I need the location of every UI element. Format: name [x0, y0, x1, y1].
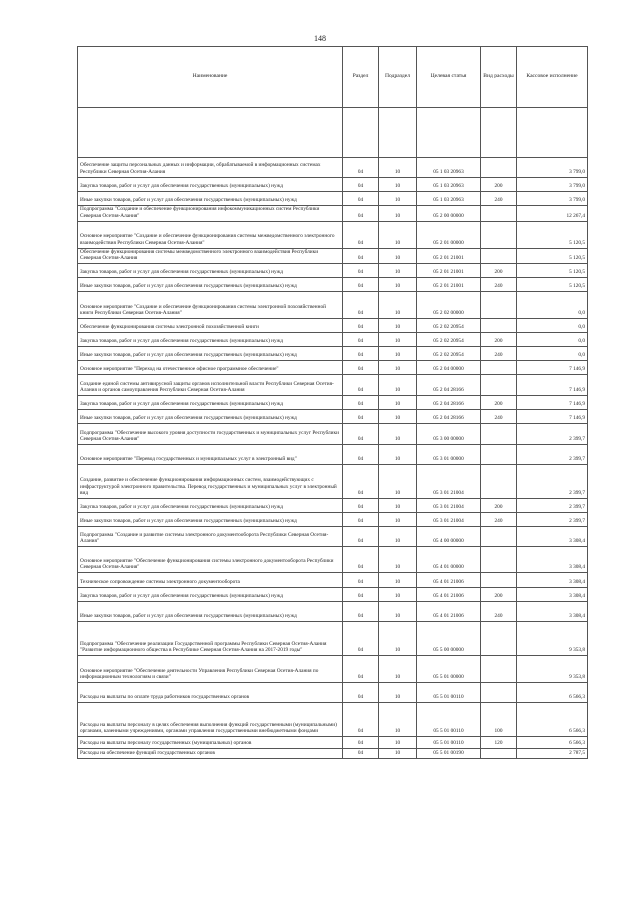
- table-row: [78, 319, 588, 333]
- cell-target-item: 05 4 01 21006: [417, 588, 481, 602]
- cell-target-item: 05 2 02 20954: [417, 347, 481, 361]
- cell-amount: 3 308,4: [517, 547, 588, 573]
- table-row: [78, 206, 588, 222]
- cell-amount: 3 308,4: [517, 573, 588, 588]
- cell-section: 04: [343, 445, 379, 465]
- cell-subsection: 10: [379, 264, 417, 278]
- cell-target-item: 05 5 01 00110: [417, 703, 481, 737]
- cell-target-item: 05 1 03 20963: [417, 158, 481, 178]
- cell-amount: 5 120,5: [517, 264, 588, 278]
- cell-subsection: 10: [379, 683, 417, 703]
- cell-target-item: 05 2 01 00000: [417, 221, 481, 248]
- cell-target-item: 05 5 01 00190: [417, 749, 481, 759]
- cell-expense-type: [481, 319, 517, 333]
- cell-expense-type: 240: [481, 347, 517, 361]
- cell-amount: 5 120,5: [517, 278, 588, 292]
- cell-amount: 2 399,7: [517, 513, 588, 527]
- cell-name: Техническое сопровождение системы электронного документооборота: [78, 573, 343, 588]
- cell-subsection: 10: [379, 396, 417, 410]
- cell-name: Подпрограмма "Создание и обеспечение функционирования инфокоммуникационных систем Республики Северная Осетия-Алания": [78, 206, 343, 222]
- cell-target-item: 05 3 01 21004: [417, 465, 481, 499]
- cell-section: 04: [343, 513, 379, 527]
- cell-amount: 3 308,4: [517, 588, 588, 602]
- cell-section: 04: [343, 178, 379, 192]
- cell-name: Создание, развитие и обеспечение функционирования информационных систем, взаимодействующих с инфраструктурой электронного правительства. Перевод государственных и муниципальных услуг в электронный вид: [78, 465, 343, 499]
- cell-expense-type: [481, 573, 517, 588]
- cell-amount: 9 353,8: [517, 622, 588, 656]
- cell-expense-type: 100: [481, 703, 517, 737]
- cell-expense-type: 120: [481, 737, 517, 749]
- cell-section: 04: [343, 424, 379, 445]
- cell-target-item: 05 3 01 21004: [417, 499, 481, 513]
- table-row: [78, 547, 588, 573]
- cell-subsection: 10: [379, 248, 417, 264]
- cell-amount: 2 399,7: [517, 465, 588, 499]
- table-row: [78, 333, 588, 347]
- cell-target-item: 05 4 01 21006: [417, 602, 481, 622]
- cell-subsection: 10: [379, 465, 417, 499]
- cell-expense-type: 240: [481, 602, 517, 622]
- table-row: [78, 178, 588, 192]
- cell-target-item: 05 2 04 28166: [417, 396, 481, 410]
- cell-subsection: 10: [379, 375, 417, 396]
- cell-name: Подпрограмма "Обеспечение реализации Государственной программы Республики Северная Осетия-Алания "Развитие информационного общества в Республике Северная Осетия-Алания на 2017-2019 годы": [78, 622, 343, 656]
- cell-name: Обеспечение защиты персональных данных и информации, обрабатываемой в информационных системах Республики Северная Осетия-Алания: [78, 158, 343, 178]
- table-row: [78, 656, 588, 683]
- cell-name: Подпрограмма "Обеспечение высокого уровня доступности государственных и муниципальных услуг Республики Северная Осетия-Алания": [78, 424, 343, 445]
- cell-name: Подпрограмма "Создание и развитие системы электронного документооборота Республики Северная Осетия-Алания": [78, 527, 343, 547]
- budget-table: [77, 46, 588, 759]
- cell-target-item: 05 2 01 21001: [417, 278, 481, 292]
- cell-section: 04: [343, 737, 379, 749]
- cell-target-item: 05 5 01 00110: [417, 683, 481, 703]
- cell-expense-type: [481, 622, 517, 656]
- cell-section: 04: [343, 410, 379, 424]
- table-row: [78, 375, 588, 396]
- cell-section: 04: [343, 292, 379, 319]
- cell-section: 04: [343, 588, 379, 602]
- cell-amount: 5 120,5: [517, 248, 588, 264]
- table-row: [78, 424, 588, 445]
- cell-subsection: 10: [379, 178, 417, 192]
- cell-name: Иные закупки товаров, работ и услуг для обеспечения государственных (муниципальных) нужд: [78, 347, 343, 361]
- table-row: [78, 158, 588, 178]
- cell-subsection: 10: [379, 221, 417, 248]
- cell-target-item: 05 2 01 21001: [417, 264, 481, 278]
- cell-subsection: 10: [379, 547, 417, 573]
- cell-target-item: 05 2 01 21001: [417, 248, 481, 264]
- cell-section: 04: [343, 347, 379, 361]
- cell-expense-type: 240: [481, 192, 517, 206]
- cell-expense-type: [481, 527, 517, 547]
- cell-name: Расходы на обеспечение функций государственных органов: [78, 749, 343, 759]
- cell-name: Основное мероприятие "Создание и обеспечение функционирования системы межведомственного электронного взаимодействия Республики Северная Осетия-Алания": [78, 221, 343, 248]
- cell-amount: 0,0: [517, 292, 588, 319]
- spacer-cell: [481, 108, 517, 158]
- cell-name: Иные закупки товаров, работ и услуг для обеспечения государственных (муниципальных) нужд: [78, 513, 343, 527]
- header-subsection: Подраздел: [379, 47, 417, 108]
- table-row: [78, 749, 588, 759]
- cell-name: Закупка товаров, работ и услуг для обеспечения государственных (муниципальных) нужд: [78, 396, 343, 410]
- cell-subsection: 10: [379, 622, 417, 656]
- cell-name: Основное мероприятие "Переход на отечественное офисное программное обеспечение": [78, 361, 343, 375]
- spacer-cell: [78, 108, 343, 158]
- header-spacer-row: [78, 108, 588, 158]
- cell-name: Основное мероприятие "Обеспечение функционирования системы электронного документооборота Республики Северная Осетия-Алания": [78, 547, 343, 573]
- cell-subsection: 10: [379, 445, 417, 465]
- cell-section: 04: [343, 499, 379, 513]
- cell-subsection: 10: [379, 703, 417, 737]
- header-target-item: Целевая статья: [417, 47, 481, 108]
- cell-expense-type: 200: [481, 178, 517, 192]
- table-row: [78, 248, 588, 264]
- table-row: [78, 361, 588, 375]
- table-row: [78, 278, 588, 292]
- cell-section: 04: [343, 602, 379, 622]
- table-row: [78, 292, 588, 319]
- cell-expense-type: [481, 361, 517, 375]
- cell-section: 04: [343, 158, 379, 178]
- cell-expense-type: [481, 656, 517, 683]
- table-row: [78, 445, 588, 465]
- header-section: Раздел: [343, 47, 379, 108]
- cell-expense-type: 200: [481, 396, 517, 410]
- cell-expense-type: [481, 445, 517, 465]
- cell-section: 04: [343, 683, 379, 703]
- cell-section: 04: [343, 573, 379, 588]
- cell-expense-type: [481, 248, 517, 264]
- cell-subsection: 10: [379, 749, 417, 759]
- table-row: [78, 527, 588, 547]
- cell-section: 04: [343, 248, 379, 264]
- cell-subsection: 10: [379, 347, 417, 361]
- cell-section: 04: [343, 622, 379, 656]
- cell-name: Расходы на выплаты по оплате труда работников государственных органов: [78, 683, 343, 703]
- cell-name: Иные закупки товаров, работ и услуг для обеспечения государственных (муниципальных) нужд: [78, 410, 343, 424]
- cell-target-item: 05 5 00 00000: [417, 622, 481, 656]
- cell-name: Закупка товаров, работ и услуг для обеспечения государственных (муниципальных) нужд: [78, 588, 343, 602]
- cell-target-item: 05 4 01 21006: [417, 573, 481, 588]
- cell-amount: 2 399,7: [517, 499, 588, 513]
- table-row: [78, 465, 588, 499]
- cell-section: 04: [343, 333, 379, 347]
- table-body: [78, 108, 588, 759]
- cell-name: Расходы на выплаты персоналу в целях обеспечения выполнения функций государственными (муниципальными) органами, казенными учреждениями, органами управления государственными внебюджетными фондами: [78, 703, 343, 737]
- header-name: Наименование: [78, 47, 343, 108]
- cell-target-item: 05 3 00 00000: [417, 424, 481, 445]
- cell-subsection: 10: [379, 410, 417, 424]
- cell-target-item: 05 2 04 28166: [417, 375, 481, 396]
- cell-target-item: 05 3 01 00000: [417, 445, 481, 465]
- cell-name: Создание единой системы антивирусной защиты органов исполнительной власти Республики Северная Осетия-Алания и органов самоуправления Республики Северная Осетия-Алания: [78, 375, 343, 396]
- cell-section: 04: [343, 319, 379, 333]
- cell-subsection: 10: [379, 573, 417, 588]
- cell-section: 04: [343, 703, 379, 737]
- cell-expense-type: 240: [481, 278, 517, 292]
- table-row: [78, 221, 588, 248]
- cell-subsection: 10: [379, 192, 417, 206]
- cell-expense-type: [481, 158, 517, 178]
- table-row: [78, 683, 588, 703]
- cell-amount: 6 566,3: [517, 683, 588, 703]
- table-header-row: [78, 47, 588, 108]
- cell-expense-type: [481, 547, 517, 573]
- cell-subsection: 10: [379, 206, 417, 222]
- cell-section: 04: [343, 656, 379, 683]
- cell-section: 04: [343, 547, 379, 573]
- table-row: [78, 703, 588, 737]
- cell-section: 04: [343, 206, 379, 222]
- cell-amount: 2 787,5: [517, 749, 588, 759]
- cell-target-item: 05 4 01 00000: [417, 547, 481, 573]
- cell-target-item: 05 2 02 00000: [417, 292, 481, 319]
- cell-subsection: 10: [379, 292, 417, 319]
- cell-amount: 7 146,9: [517, 396, 588, 410]
- cell-expense-type: [481, 221, 517, 248]
- table-row: [78, 588, 588, 602]
- cell-name: Расходы на выплаты персоналу государственных (муниципальных) органов: [78, 737, 343, 749]
- cell-section: 04: [343, 465, 379, 499]
- table-row: [78, 513, 588, 527]
- cell-section: 04: [343, 361, 379, 375]
- cell-subsection: 10: [379, 656, 417, 683]
- cell-name: Иные закупки товаров, работ и услуг для обеспечения государственных (муниципальных) нужд: [78, 278, 343, 292]
- cell-subsection: 10: [379, 602, 417, 622]
- cell-section: 04: [343, 264, 379, 278]
- cell-amount: 3 308,4: [517, 602, 588, 622]
- cell-name: Иные закупки товаров, работ и услуг для обеспечения государственных (муниципальных) нужд: [78, 602, 343, 622]
- page-number: 148: [314, 34, 326, 43]
- cell-target-item: 05 5 01 00110: [417, 737, 481, 749]
- cell-amount: 7 146,9: [517, 361, 588, 375]
- cell-section: 04: [343, 375, 379, 396]
- cell-target-item: 05 4 00 00000: [417, 527, 481, 547]
- cell-amount: 3 799,0: [517, 158, 588, 178]
- cell-expense-type: [481, 206, 517, 222]
- cell-name: Обеспечение функционирования системы межведомственного электронного взаимодействия Республики Северная Осетия-Алания: [78, 248, 343, 264]
- cell-expense-type: 240: [481, 410, 517, 424]
- cell-target-item: 05 1 03 20963: [417, 192, 481, 206]
- cell-amount: 3 799,0: [517, 178, 588, 192]
- cell-target-item: 05 2 04 28166: [417, 410, 481, 424]
- cell-amount: 3 308,4: [517, 527, 588, 547]
- cell-subsection: 10: [379, 513, 417, 527]
- cell-expense-type: [481, 292, 517, 319]
- cell-subsection: 10: [379, 527, 417, 547]
- table-row: [78, 622, 588, 656]
- cell-target-item: 05 2 02 20954: [417, 319, 481, 333]
- cell-amount: 7 146,9: [517, 410, 588, 424]
- table-row: [78, 347, 588, 361]
- cell-subsection: 10: [379, 333, 417, 347]
- cell-name: Основное мероприятие "Обеспечение деятельности Управления Республики Северная Осетия-Алания по информационным технологиям и связи": [78, 656, 343, 683]
- cell-section: 04: [343, 749, 379, 759]
- cell-subsection: 10: [379, 737, 417, 749]
- cell-expense-type: [481, 375, 517, 396]
- cell-target-item: 05 1 03 20963: [417, 178, 481, 192]
- cell-expense-type: [481, 465, 517, 499]
- cell-expense-type: 200: [481, 499, 517, 513]
- cell-subsection: 10: [379, 319, 417, 333]
- cell-subsection: 10: [379, 278, 417, 292]
- spacer-cell: [343, 108, 379, 158]
- cell-name: Основное мероприятие "Создание и обеспечение функционирования системы электронной похозяйственной книги Республики Северная Осетия-Алания": [78, 292, 343, 319]
- header-cash-execution: Кассовое исполнение: [517, 47, 588, 108]
- cell-amount: 0,0: [517, 319, 588, 333]
- cell-expense-type: 200: [481, 264, 517, 278]
- table-row: [78, 499, 588, 513]
- table-row: [78, 396, 588, 410]
- cell-expense-type: 240: [481, 513, 517, 527]
- spacer-cell: [379, 108, 417, 158]
- table-row: [78, 737, 588, 749]
- cell-subsection: 10: [379, 499, 417, 513]
- cell-section: 04: [343, 192, 379, 206]
- cell-amount: 9 353,8: [517, 656, 588, 683]
- cell-name: Обеспечение функционирования системы электронной похозяйственной книги: [78, 319, 343, 333]
- table-row: [78, 602, 588, 622]
- table-row: [78, 573, 588, 588]
- cell-name: Иные закупки товаров, работ и услуг для обеспечения государственных (муниципальных) нужд: [78, 192, 343, 206]
- cell-expense-type: 200: [481, 588, 517, 602]
- cell-name: Закупка товаров, работ и услуг для обеспечения государственных (муниципальных) нужд: [78, 499, 343, 513]
- cell-section: 04: [343, 221, 379, 248]
- table-row: [78, 410, 588, 424]
- cell-expense-type: [481, 683, 517, 703]
- cell-section: 04: [343, 527, 379, 547]
- cell-amount: 2 399,7: [517, 445, 588, 465]
- cell-target-item: 05 2 02 20954: [417, 333, 481, 347]
- cell-name: Основное мероприятие "Перевод государственных и муниципальных услуг в электронный вид": [78, 445, 343, 465]
- cell-section: 04: [343, 396, 379, 410]
- cell-amount: 2 399,7: [517, 424, 588, 445]
- cell-subsection: 10: [379, 158, 417, 178]
- spacer-cell: [517, 108, 588, 158]
- cell-subsection: 10: [379, 361, 417, 375]
- cell-amount: 12 267,4: [517, 206, 588, 222]
- cell-name: Закупка товаров, работ и услуг для обеспечения государственных (муниципальных) нужд: [78, 178, 343, 192]
- spacer-cell: [417, 108, 481, 158]
- cell-target-item: 05 3 01 21004: [417, 513, 481, 527]
- cell-expense-type: 200: [481, 333, 517, 347]
- cell-subsection: 10: [379, 424, 417, 445]
- cell-amount: 5 120,5: [517, 221, 588, 248]
- cell-expense-type: [481, 424, 517, 445]
- cell-name: Закупка товаров, работ и услуг для обеспечения государственных (муниципальных) нужд: [78, 264, 343, 278]
- cell-expense-type: [481, 749, 517, 759]
- header-expense-type: Вид расходы: [481, 47, 517, 108]
- cell-amount: 6 566,3: [517, 703, 588, 737]
- cell-amount: 3 799,0: [517, 192, 588, 206]
- cell-amount: 0,0: [517, 347, 588, 361]
- cell-target-item: 05 5 01 00000: [417, 656, 481, 683]
- cell-section: 04: [343, 278, 379, 292]
- table-row: [78, 192, 588, 206]
- cell-subsection: 10: [379, 588, 417, 602]
- table-row: [78, 264, 588, 278]
- cell-target-item: 05 2 04 00000: [417, 361, 481, 375]
- cell-name: Закупка товаров, работ и услуг для обеспечения государственных (муниципальных) нужд: [78, 333, 343, 347]
- cell-amount: 6 566,3: [517, 737, 588, 749]
- cell-target-item: 05 2 00 00000: [417, 206, 481, 222]
- cell-amount: 0,0: [517, 333, 588, 347]
- cell-amount: 7 146,9: [517, 375, 588, 396]
